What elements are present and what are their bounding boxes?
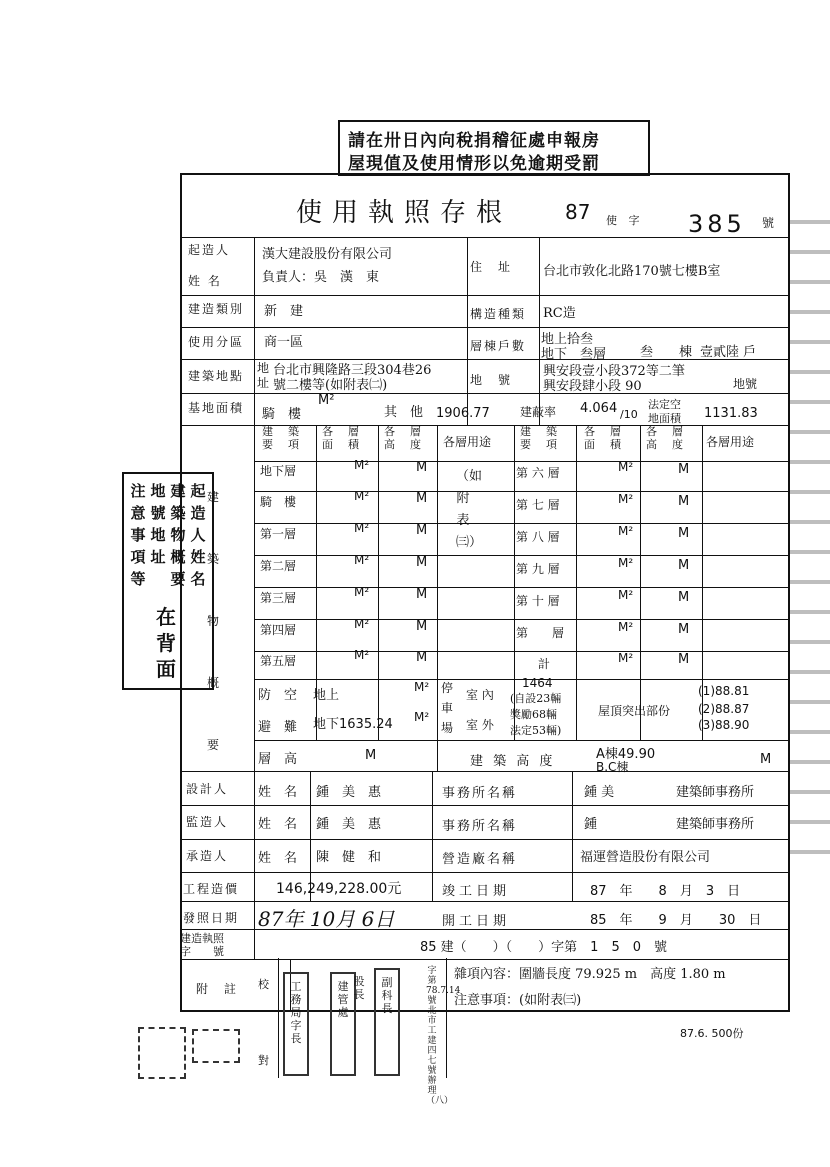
permit-hao: 號 <box>762 216 775 230</box>
unit-m: M <box>416 587 428 602</box>
unit-m: M <box>416 650 428 665</box>
contractor-name-label: 姓 名 <box>258 851 298 866</box>
side-col: 地號地址 <box>150 482 166 566</box>
coverage-ratio: 4.064 <box>580 401 618 416</box>
unit-m: M <box>416 555 428 570</box>
notice-line-2: 屋現值及使用情形以免逾期受罰 <box>348 154 600 174</box>
construction-cost: 146,249,228.00元 <box>276 881 402 897</box>
units-count: 壹貳陸 戶 <box>700 345 757 360</box>
roof-3: (3)88.90 <box>698 718 750 732</box>
floor-row-label: 地下層 <box>260 464 297 478</box>
parking-indoor-value: 1464 <box>522 676 553 690</box>
unit-m2: M² <box>354 553 370 567</box>
floors-label: 層棟戶數 <box>470 339 527 353</box>
area-label: 基地面積 <box>188 401 245 415</box>
start-label: 開工日期 <box>442 914 511 929</box>
parking-legal: 法定53輛) <box>510 724 562 737</box>
page-title: 使用執照存根 <box>296 198 513 228</box>
side-tail: 在背面 <box>156 605 176 681</box>
unit-m2: M² <box>618 492 634 506</box>
lot-suffix: 地號 <box>733 377 758 391</box>
col-area-header-2: 各 層 面 積 <box>584 425 623 451</box>
designer-office-label: 事務所名稱 <box>442 786 518 801</box>
ratio-unit: /10 <box>620 408 638 421</box>
open-space-area: 1131.83 <box>704 406 758 421</box>
floor-row-label: 第四層 <box>260 623 297 637</box>
floor-row-label: 第三層 <box>260 591 297 605</box>
applicant-company: 漢大建設股份有限公司 <box>262 247 393 262</box>
floor-row-label: 第 九 層 <box>516 562 560 576</box>
permit-ref-label2: 字 號 <box>180 945 224 958</box>
remark-reference: 字第78.7.14號北市工建四七號辦理（八） <box>426 966 461 1106</box>
evacuation-label: 避 難 <box>258 720 298 735</box>
side-col: 起造人姓名 <box>190 482 206 588</box>
floor-use-note: （如附表㈢） <box>456 469 483 550</box>
stamp-text: 建管處 <box>337 980 349 1019</box>
roof-label: 屋頂突出部份 <box>598 704 671 718</box>
floor-row-label: 第 六 層 <box>516 466 560 480</box>
type-value: 新 建 <box>264 304 304 319</box>
ratio-label: 建蔽率 <box>520 405 557 419</box>
contractor-label: 承造人 <box>186 849 229 863</box>
floor-row-label: 第 十 層 <box>516 594 560 608</box>
open-space-label: 法定空 <box>648 398 681 411</box>
building-height-unit: M <box>760 752 772 767</box>
floor-height-unit: M <box>365 748 377 763</box>
lot-label: 地 號 <box>470 373 513 387</box>
contractor-firm-label: 營造廠名稱 <box>442 852 518 867</box>
contractor-firm: 福運營造股份有限公司 <box>580 850 711 865</box>
applicant-label: 起造人 <box>188 243 231 257</box>
other-label: 其 他 <box>384 405 424 420</box>
buildings-count: 叁 棟 <box>640 345 693 360</box>
side-col: 建築物概要 <box>170 482 186 588</box>
scan-artifact <box>790 210 830 870</box>
permit-number: 385 <box>688 210 746 238</box>
stamp-text-plain: 股長 <box>353 975 365 1001</box>
zone-value: 商一區 <box>264 335 304 350</box>
misc-content: 雜項內容：圍牆長度 79.925 m 高度 1.80 m <box>454 967 726 982</box>
unit-m2: M² <box>354 458 370 472</box>
applicant-rep: 負責人：吳 漢 東 <box>262 270 380 285</box>
side-instruction-box <box>122 472 214 690</box>
supervisor-office-suffix: 建築師事務所 <box>676 817 755 832</box>
roof-2: (2)88.87 <box>698 702 750 716</box>
col-floor-header: 建 築 要 項 <box>262 425 301 451</box>
permit-zi: 使 字 <box>606 214 644 227</box>
unit-m2: M² <box>354 617 370 631</box>
floor-height-label: 層 高 <box>258 752 298 767</box>
remarks-label: 附 註 <box>196 982 239 996</box>
col-height-header-2: 各 層 高 度 <box>646 425 685 451</box>
completion-date: 87 年 8 月 3 日 <box>590 884 741 899</box>
notice-box <box>338 120 650 176</box>
applicant-name-label: 姓 名 <box>188 274 222 288</box>
unit-m2: M² <box>618 620 634 634</box>
unit-m: M <box>416 523 428 538</box>
unit-m: M <box>678 526 690 541</box>
floor-row-label: 第一層 <box>260 527 297 541</box>
supervisor-office: 鍾 <box>584 817 598 832</box>
designer-office-suffix: 建築師事務所 <box>676 785 755 800</box>
designer-name-label: 姓 名 <box>258 785 298 800</box>
unit-m: M <box>416 491 428 506</box>
lot-line1: 興安段壹小段372等二筆 <box>543 364 685 379</box>
unit-m2: M² <box>618 588 634 602</box>
designer-office: 鍾 美 <box>584 785 615 800</box>
floors-above: 地上拾叁 <box>541 332 594 347</box>
supervisor-name-label: 姓 名 <box>258 817 298 832</box>
site-addr-tag: 地 <box>257 361 270 375</box>
building-summary-label: 建築物概要 <box>206 490 219 752</box>
unit-m2: M² <box>354 489 370 503</box>
col-floor-header-2: 建 築 要 項 <box>520 425 559 451</box>
unit-m: M <box>678 462 690 477</box>
type-label: 建造類別 <box>188 302 245 316</box>
structure-label: 構造種類 <box>470 307 527 321</box>
supervisor-office-label: 事務所名稱 <box>442 819 518 834</box>
unit-m: M <box>678 590 690 605</box>
unit-m: M <box>678 652 690 667</box>
note-content: 注意事項：(如附表㈢) <box>454 993 582 1008</box>
permit-year: 87 <box>565 200 591 224</box>
floors-below: 地下 叁層 <box>541 347 607 362</box>
contractor-name: 陳 健 和 <box>316 850 382 865</box>
unit-m2: M² <box>354 585 370 599</box>
unit-m2: M² <box>618 556 634 570</box>
issue-date: 87年 10月 6日 <box>258 907 395 931</box>
unit-m: M <box>416 460 428 475</box>
building-height-a: A棟49.90 <box>596 747 656 762</box>
check-label: 校 <box>258 978 269 991</box>
shelter-above: 地上 <box>313 688 340 703</box>
notice-line-1: 請在卅日內向稅捐稽征處申報房 <box>348 131 600 151</box>
site-address-line2: 號二樓等(如附表㈡) <box>273 378 388 393</box>
parking-outdoor-label: 室 外 <box>466 718 494 732</box>
lot-line2: 興安段肆小段 90 <box>543 379 642 394</box>
parking-label: 停車場 <box>440 681 453 735</box>
stamp-box <box>374 968 400 1076</box>
col-use-header-2: 各層用途 <box>706 435 755 449</box>
open-space-label2: 地面積 <box>648 412 681 425</box>
floor-row-label: 第 七 層 <box>516 498 560 512</box>
seal-mark <box>192 1029 240 1063</box>
site-address-line1: 台北市興隆路三段304巷26 <box>273 363 432 378</box>
building-height-bc: B.C棟 <box>596 760 629 774</box>
site-addr-tag2: 址 <box>257 376 270 390</box>
unit-m2: M² <box>354 521 370 535</box>
unit-m: M <box>678 494 690 509</box>
designer-label: 設計人 <box>186 782 229 796</box>
unit-m2: M² <box>618 651 634 665</box>
unit-m: M <box>678 622 690 637</box>
supervisor-name: 鍾 美 惠 <box>316 817 382 832</box>
col-use-header: 各層用途 <box>443 435 492 449</box>
area-unit: M² <box>318 393 335 408</box>
zone-label: 使用分區 <box>188 335 245 349</box>
floor-row-label: 第 八 層 <box>516 530 560 544</box>
stamp-box <box>283 972 309 1076</box>
address-label: 住 址 <box>470 260 513 274</box>
check-label-2: 對 <box>258 1054 269 1067</box>
seal-mark <box>138 1027 186 1079</box>
building-height-label: 建 築 高 度 <box>470 754 556 769</box>
parking-indoor-label: 室 內 <box>466 688 494 702</box>
parking-self: (自設23輛 <box>510 692 562 705</box>
shelter-below: 地下1635.24 <box>313 717 393 732</box>
unit-m2: M² <box>618 524 634 538</box>
roof-1: (1)88.81 <box>698 684 750 698</box>
unit-m2: M² <box>618 460 634 474</box>
cost-label: 工程造價 <box>183 882 240 896</box>
stamp-text: 工務局字長 <box>290 980 302 1045</box>
permit-ref-label: 建造執照 <box>180 932 224 945</box>
col-height-header: 各 層 高 度 <box>384 425 423 451</box>
parking-reward: 獎勵68輛 <box>510 708 557 721</box>
col-area-header: 各 層 面 積 <box>322 425 361 451</box>
floor-row-label: 第五層 <box>260 654 297 668</box>
other-area: 1906.77 <box>436 406 490 421</box>
floor-row-label: 騎 樓 <box>260 495 297 509</box>
unit-m2: M² <box>354 648 370 662</box>
arcade-label: 騎 樓 <box>262 407 302 422</box>
site-label: 建築地點 <box>188 369 245 383</box>
floor-total-label: 計 <box>538 657 551 671</box>
shelter-unit: M² <box>414 710 430 724</box>
supervisor-label: 監造人 <box>186 815 229 829</box>
building-permit-number: 85 建（ ）（ ）字第 1 5 0 號 <box>420 940 667 955</box>
floor-row-label: 第二層 <box>260 559 297 573</box>
form-code: 87.6. 500份 <box>680 1027 744 1040</box>
unit-m: M <box>416 619 428 634</box>
shelter-label: 防 空 <box>258 688 298 703</box>
side-col: 注意事項等 <box>130 482 146 588</box>
designer-name: 鍾 美 惠 <box>316 785 382 800</box>
structure-value: RC造 <box>543 306 576 321</box>
stamp-text: 副科長 <box>381 976 393 1015</box>
applicant-address: 台北市敦化北路170號七樓B室 <box>543 264 721 279</box>
completion-label: 竣工日期 <box>442 884 511 899</box>
shelter-unit: M² <box>414 680 430 694</box>
unit-m: M <box>678 558 690 573</box>
floor-row-label: 第 層 <box>516 626 565 640</box>
start-date: 85 年 9 月 30 日 <box>590 913 762 928</box>
issue-label: 發照日期 <box>183 911 240 925</box>
